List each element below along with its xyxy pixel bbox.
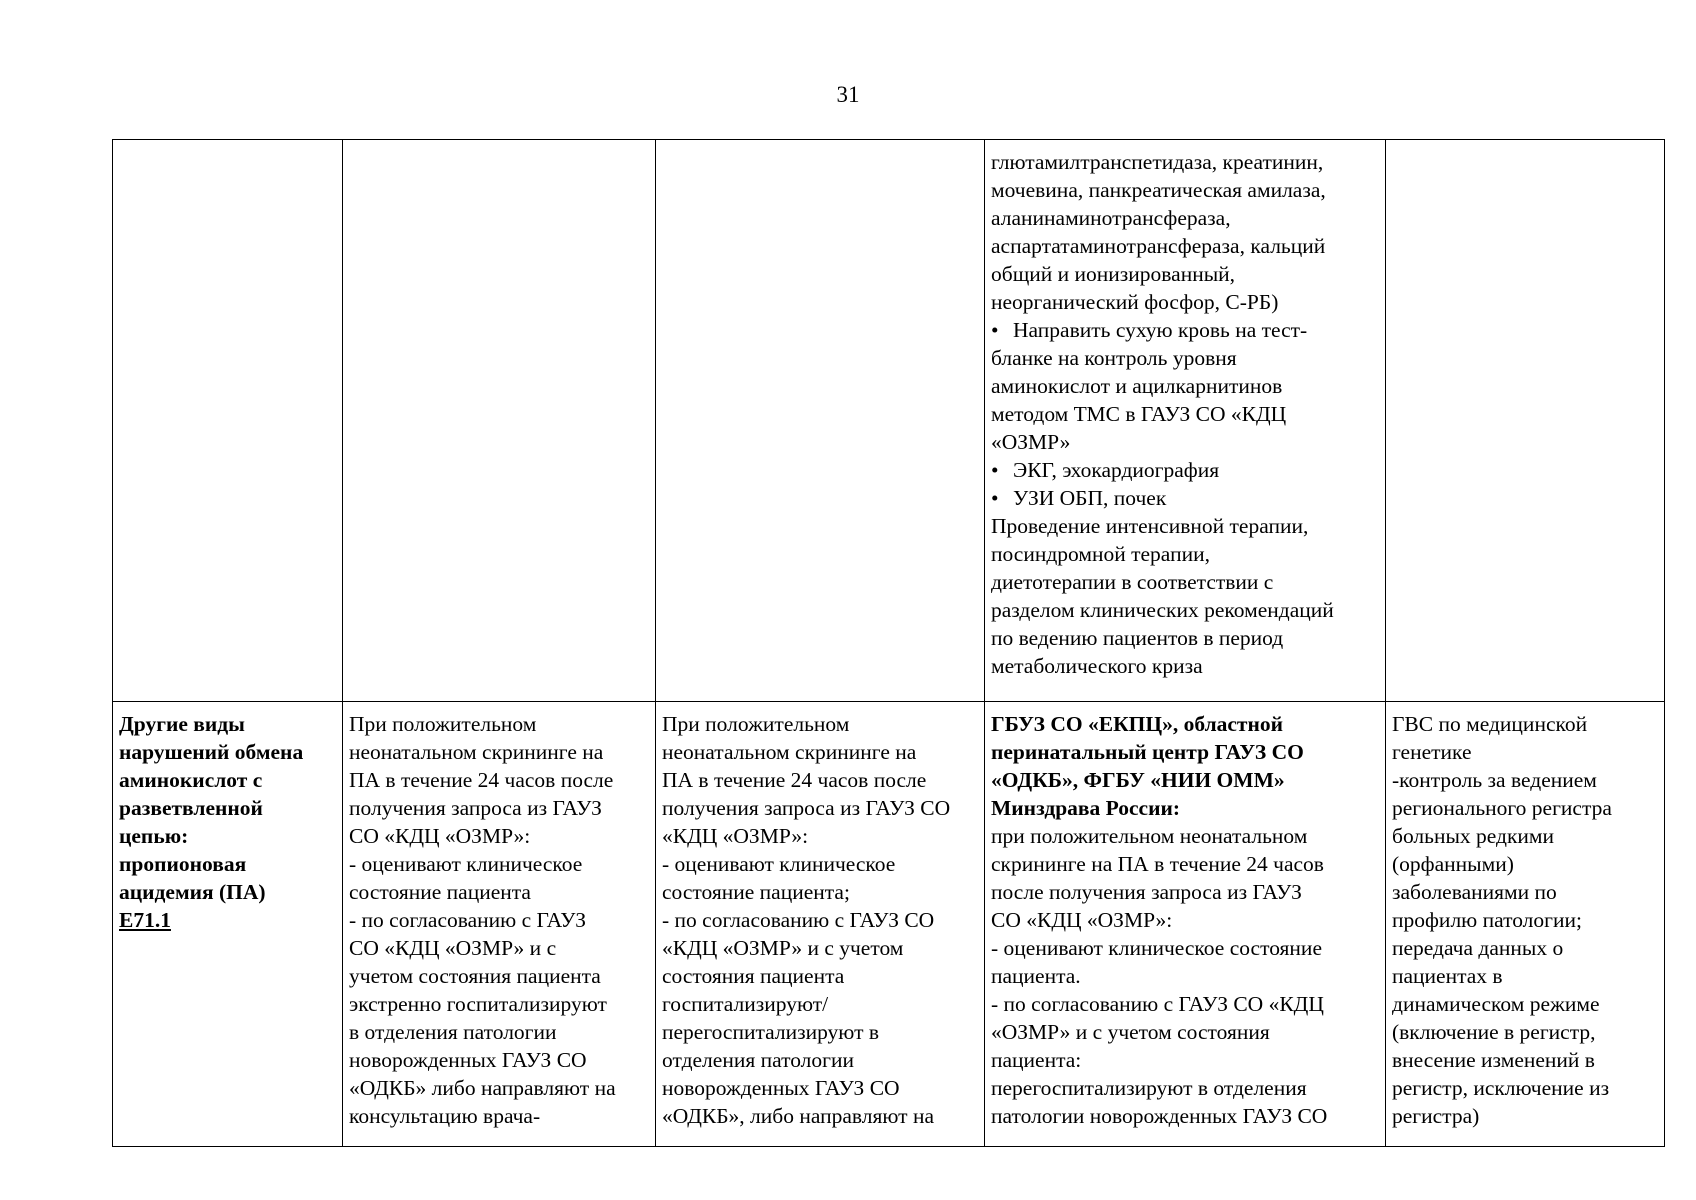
- text-line: консультацию врача-: [349, 1104, 541, 1128]
- text-line: разветвленной: [119, 796, 263, 820]
- text-line: глютамилтранспетидаза, креатинин,: [991, 150, 1324, 174]
- bullet-item: [991, 456, 1380, 484]
- text-line: УЗИ ОБП, почек: [1013, 486, 1167, 510]
- row1-cell-hospital-action: [656, 140, 985, 702]
- text-line: состояния пациента: [662, 964, 845, 988]
- text-line: регистра): [1392, 1104, 1480, 1128]
- row2-cell-perinatal-center: [985, 702, 1386, 1147]
- text-line: - по согласованию с ГАУЗ СО: [662, 908, 935, 932]
- text-line: «ОЗМР»: [991, 430, 1071, 454]
- text-line: цепью:: [119, 824, 189, 848]
- hospital-action-text: [662, 710, 979, 1130]
- text-line: нарушений обмена: [119, 740, 304, 764]
- text-line: новорожденных ГАУЗ СО: [662, 1076, 900, 1100]
- row1-cell-condition: [113, 140, 343, 702]
- text-line: госпитализируют/: [662, 992, 829, 1016]
- text-line: перегоспитализируют в: [662, 1020, 880, 1044]
- text-line: внесение изменений в: [1392, 1048, 1595, 1072]
- text-line: состояние пациента;: [662, 880, 850, 904]
- text-line: перегоспитализируют в отделения: [991, 1076, 1307, 1100]
- text-line: - оценивают клиническое: [662, 852, 896, 876]
- text-line: передача данных о: [1392, 936, 1564, 960]
- text-line: ЭКГ, эхокардиография: [1013, 458, 1220, 482]
- text-line: «ОДКБ» либо направляют на: [349, 1076, 616, 1100]
- text-line: «ОЗМР» и с учетом состояния: [991, 1020, 1270, 1044]
- screening-text: [349, 710, 650, 1130]
- text-line: Направить сухую кровь на тест-: [1013, 318, 1308, 342]
- text-line: аспартатаминотрансфераза, кальций: [991, 234, 1326, 258]
- text-line: профилю патологии;: [1392, 908, 1582, 932]
- diagnostics-lead-text: [991, 148, 1380, 316]
- text-line: пропионовая: [119, 852, 247, 876]
- text-line: «КДЦ «ОЗМР» и с учетом: [662, 936, 904, 960]
- text-line: - по согласованию с ГАУЗ: [349, 908, 586, 932]
- text-line: получения запроса из ГАУЗ СО: [662, 796, 951, 820]
- row2-cell-condition: [113, 702, 343, 1147]
- text-line: (включение в регистр,: [1392, 1020, 1596, 1044]
- text-line: скрининге на ПА в течение 24 часов: [991, 852, 1324, 876]
- text-line: мочевина, панкреатическая амилаза,: [991, 178, 1326, 202]
- text-line: Другие виды: [119, 712, 245, 736]
- text-line: «ОДКБ», ФГБУ «НИИ ОММ»: [991, 768, 1285, 792]
- text-line: регистр, исключение из: [1392, 1076, 1610, 1100]
- text-line: новорожденных ГАУЗ СО: [349, 1048, 587, 1072]
- institutions-heading: [991, 710, 1380, 822]
- text-line: перинатальный центр ГАУЗ СО: [991, 740, 1304, 764]
- icd-code: Е71.1: [119, 908, 171, 932]
- text-line: ПА в течение 24 часов после: [349, 768, 614, 792]
- text-line: больных редкими: [1392, 824, 1555, 848]
- text-line: СО «КДЦ «ОЗМР»:: [991, 908, 1173, 932]
- bullet-item: [991, 316, 1380, 456]
- text-line: регионального регистра: [1392, 796, 1612, 820]
- text-line: СО «КДЦ «ОЗМР»:: [349, 824, 531, 848]
- text-line: экстренно госпитализируют: [349, 992, 607, 1016]
- text-line: - по согласованию с ГАУЗ СО «КДЦ: [991, 992, 1324, 1016]
- clinical-table: [112, 139, 1665, 1147]
- text-line: пациентах в: [1392, 964, 1503, 988]
- row1-cell-diagnostics: [985, 140, 1386, 702]
- bullet-marker: •: [991, 318, 999, 342]
- diagnostics-therapy-text: [991, 512, 1380, 680]
- text-line: (орфанными): [1392, 852, 1514, 876]
- text-line: по ведению пациентов в период: [991, 626, 1284, 650]
- text-line: СО «КДЦ «ОЗМР» и с: [349, 936, 557, 960]
- condition-name: [119, 710, 337, 906]
- text-line: неорганический фосфор, С-РБ): [991, 290, 1279, 314]
- text-line: -контроль за ведением: [1392, 768, 1597, 792]
- text-line: ГВС по медицинской: [1392, 712, 1588, 736]
- text-line: аланинаминотрансфераза,: [991, 206, 1231, 230]
- text-line: ацидемия (ПА): [119, 880, 266, 904]
- text-line: состояние пациента: [349, 880, 531, 904]
- registry-text: [1392, 710, 1659, 1130]
- text-line: методом ТМС в ГАУЗ СО «КДЦ: [991, 402, 1287, 426]
- text-line: - оценивают клиническое: [349, 852, 583, 876]
- text-line: в отделения патологии: [349, 1020, 557, 1044]
- text-line: генетике: [1392, 740, 1472, 764]
- row2-cell-screening: [343, 702, 656, 1147]
- text-line: учетом состояния пациента: [349, 964, 601, 988]
- row2-cell-hospital-action: [656, 702, 985, 1147]
- text-line: пациента:: [991, 1048, 1082, 1072]
- text-line: отделения патологии: [662, 1048, 854, 1072]
- text-line: метаболического криза: [991, 654, 1203, 678]
- table-row: [113, 702, 1665, 1147]
- table-row: [113, 140, 1665, 702]
- text-line: «ОДКБ», либо направляют на: [662, 1104, 935, 1128]
- bullet-item: [991, 484, 1380, 512]
- text-line: заболеваниями по: [1392, 880, 1557, 904]
- diagnostics-bullet-list: [991, 316, 1380, 512]
- text-line: диетотерапии в соответствии с: [991, 570, 1274, 594]
- text-line: Проведение интенсивной терапии,: [991, 514, 1309, 538]
- page-number: 31: [836, 82, 860, 107]
- text-line: общий и ионизированный,: [991, 262, 1236, 286]
- text-line: Минздрава России:: [991, 796, 1181, 820]
- text-line: пациента.: [991, 964, 1081, 988]
- text-line: При положительном: [349, 712, 537, 736]
- text-line: динамическом режиме: [1392, 992, 1600, 1016]
- row1-cell-registry: [1386, 140, 1665, 702]
- text-line: после получения запроса из ГАУЗ: [991, 880, 1302, 904]
- text-line: при положительном неонатальном: [991, 824, 1308, 848]
- row1-cell-screening: [343, 140, 656, 702]
- text-line: аминокислот и ацилкарнитинов: [991, 374, 1283, 398]
- text-line: - оценивают клиническое состояние: [991, 936, 1322, 960]
- text-line: посиндромной терапии,: [991, 542, 1210, 566]
- text-line: получения запроса из ГАУЗ: [349, 796, 602, 820]
- text-line: аминокислот с: [119, 768, 263, 792]
- row2-cell-registry: [1386, 702, 1665, 1147]
- text-line: патологии новорожденных ГАУЗ СО: [991, 1104, 1328, 1128]
- text-line: ГБУЗ СО «ЕКПЦ», областной: [991, 712, 1284, 736]
- text-line: «КДЦ «ОЗМР»:: [662, 824, 809, 848]
- text-line: При положительном: [662, 712, 850, 736]
- text-line: неонатальном скрининге на: [662, 740, 917, 764]
- bullet-marker: •: [991, 486, 999, 510]
- bullet-marker: •: [991, 458, 999, 482]
- text-line: неонатальном скрининге на: [349, 740, 604, 764]
- text-line: бланке на контроль уровня: [991, 346, 1237, 370]
- perinatal-center-text: [991, 822, 1380, 1130]
- text-line: разделом клинических рекомендаций: [991, 598, 1334, 622]
- text-line: ПА в течение 24 часов после: [662, 768, 927, 792]
